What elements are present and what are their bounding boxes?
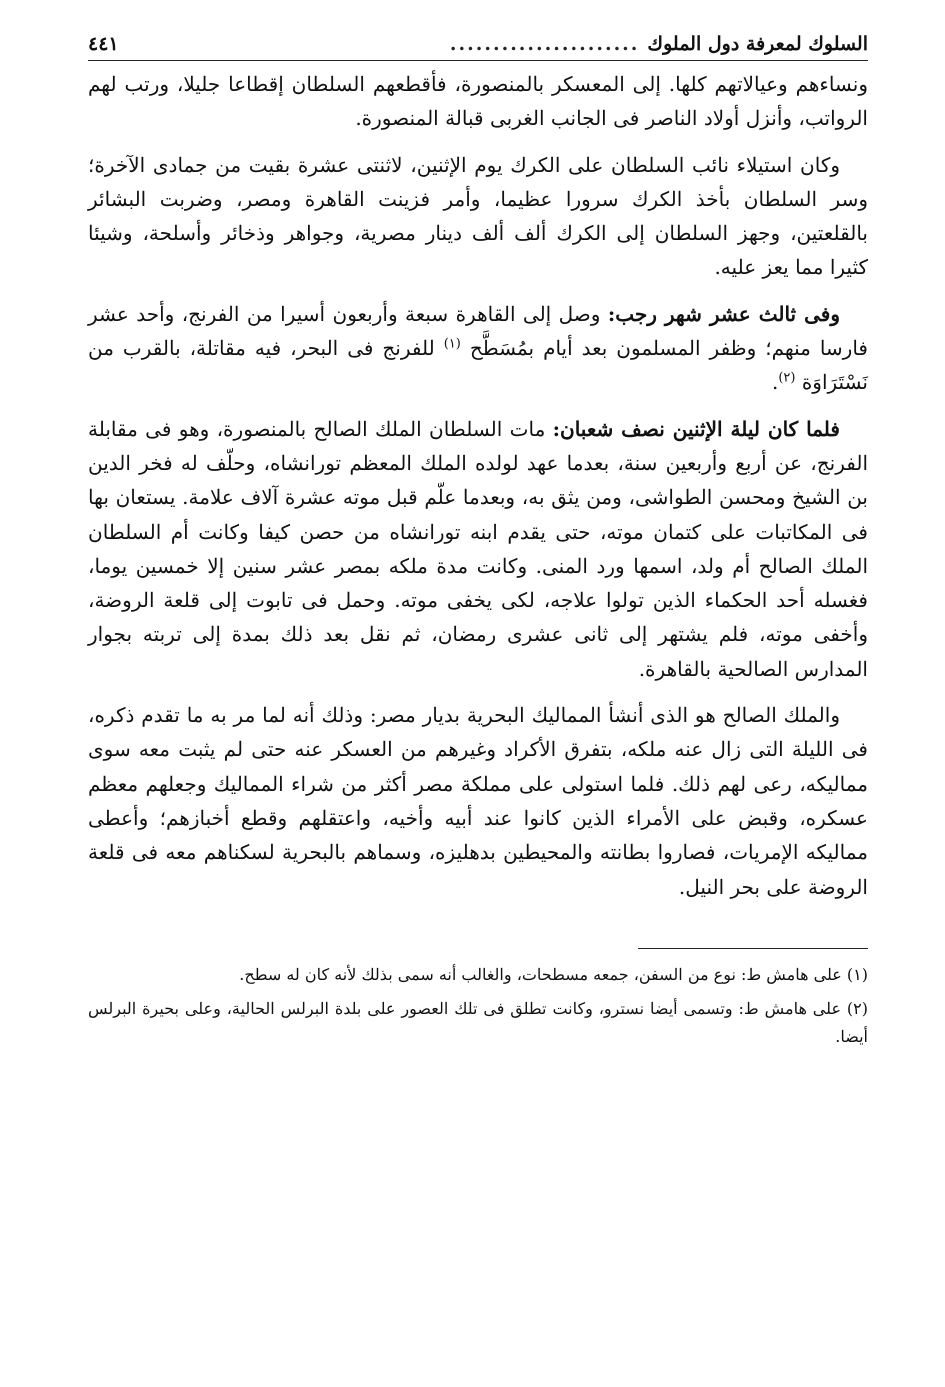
footnotes	[88, 961, 868, 1051]
paragraph-lead: وفى ثالث عشر شهر رجب:	[607, 301, 841, 326]
running-header	[88, 30, 868, 61]
paragraph-3	[88, 297, 868, 400]
footnote-1: (١) على هامش ط: نوع من السفن، جمعه مسطحات، والغالب أنه سمى بذلك لأنه كان له سطح.	[239, 964, 868, 984]
paragraph-text: ونساءهم وعيالاتهم كلها. إلى المعسكر بالمنصورة، فأقطعهم السلطان إقطاعا جليلا، ورتب لهم الرواتب، وأنزل أولاد الناصر فى الجانب الغربى قبالة المنصورة.	[88, 72, 868, 131]
footnote-ref-1[interactable]: (١)	[443, 336, 461, 352]
paragraph-text: مات السلطان الملك الصالح بالمنصورة، وهو فى مقابلة الفرنج، عن أربع وأربعين سنة، بعدما عهد لولده الملك المعظم تورانشاه، وحلّف له فخر الدين بن الشيخ ومحسن الطواشى، ومن يثق به، وبعدما علّم قبل موته عشرة آلاف علامة. يستعان بها فى المكاتبات على كتمان موته، حتى يقدم ابنه تورانشاه من حصن كيفا وكانت أم السلطان الملك الصالح أم ولد، اسمها ورد المنى. وكانت مدة ملكه بمصر عشر سنين إلا خمسين يوما، فغسله أحد الحكماء الذين تولوا علاجه، لكى يخفى موته. وحمل فى تابوت إلى قلعة الروضة، وأخفى موته، فلم يشتهر إلى ثانى عشرى رمضان، ثم نقل بعد ذلك بمدة إلى تربته بجوار المدارس الصالحية بالقاهرة.	[88, 416, 868, 681]
footnote-divider	[638, 948, 868, 949]
paragraph-5	[88, 698, 868, 904]
page-number: ٤٤١	[88, 33, 119, 55]
paragraph-text: وكان استيلاء نائب السلطان على الكرك يوم الإثنين، لاثنتى عشرة بقيت من جمادى الآخرة؛ وسر السلطان بأخذ الكرك سرورا عظيما، وأمر فزينت القاهرة ومصر، وضربت البشائر بالقلعتين، وجهز السلطان إلى الكرك ألف ألف دينار مصرية، وجواهر وذخائر وأسلحة، وشيئا كثيرا مما يعز عليه.	[88, 152, 868, 280]
paragraph-1	[88, 67, 868, 136]
paragraph-text: وصل إلى القاهرة سبعة وأربعون أسيرا من الفرنج، وأحد عشر فارسا منهم؛ وظفر المسلمون بعد أيام بمُسَطَّح	[88, 301, 868, 361]
paragraph-text: .	[771, 370, 779, 395]
paragraph-text: للفرنج فى البحر، فيه مقاتلة، بالقرب من نَسْتَرَاوَة	[88, 336, 868, 395]
leader-dots: ......................	[449, 33, 640, 55]
paragraph-2	[88, 148, 868, 285]
footnote-ref-2[interactable]: (٢)	[778, 370, 796, 386]
paragraph-lead: فلما كان ليلة الإثنين نصف شعبان:	[552, 416, 840, 441]
book-page	[88, 30, 868, 1057]
footnote-2: (٢) على هامش ط: وتسمى أيضا نسترو، وكانت تطلق فى تلك العصور على بلدة البرلس الحالية، وعلى بحيرة البرلس أيضا.	[88, 998, 868, 1046]
running-title: السلوك لمعرفة دول الملوك	[647, 33, 868, 55]
paragraph-text: والملك الصالح هو الذى أنشأ المماليك البحرية بديار مصر: وذلك أنه لما مر به ما تقدم ذكره، فى الليلة التى زال عنه ملكه، بتفرق الأكراد وغيرهم من العسكر عنه حتى لم يثبت معه سوى مماليكه، رعى لهم ذلك. فلما استولى على مملكة مصر أكثر من شراء المماليك وجعلهم معظم عسكره، وقبض على الأمراء الذين كانوا عند أبيه وأخيه، واعتقلهم وقطع أخبازهم؛ وأعطى مماليكه الإمريات، فصاروا بطانته والمحيطين بدهليزه، وسماهم بالبحرية لسكناهم معه فى قلعة الروضة على بحر النيل.	[88, 703, 868, 899]
paragraph-4	[88, 412, 868, 686]
